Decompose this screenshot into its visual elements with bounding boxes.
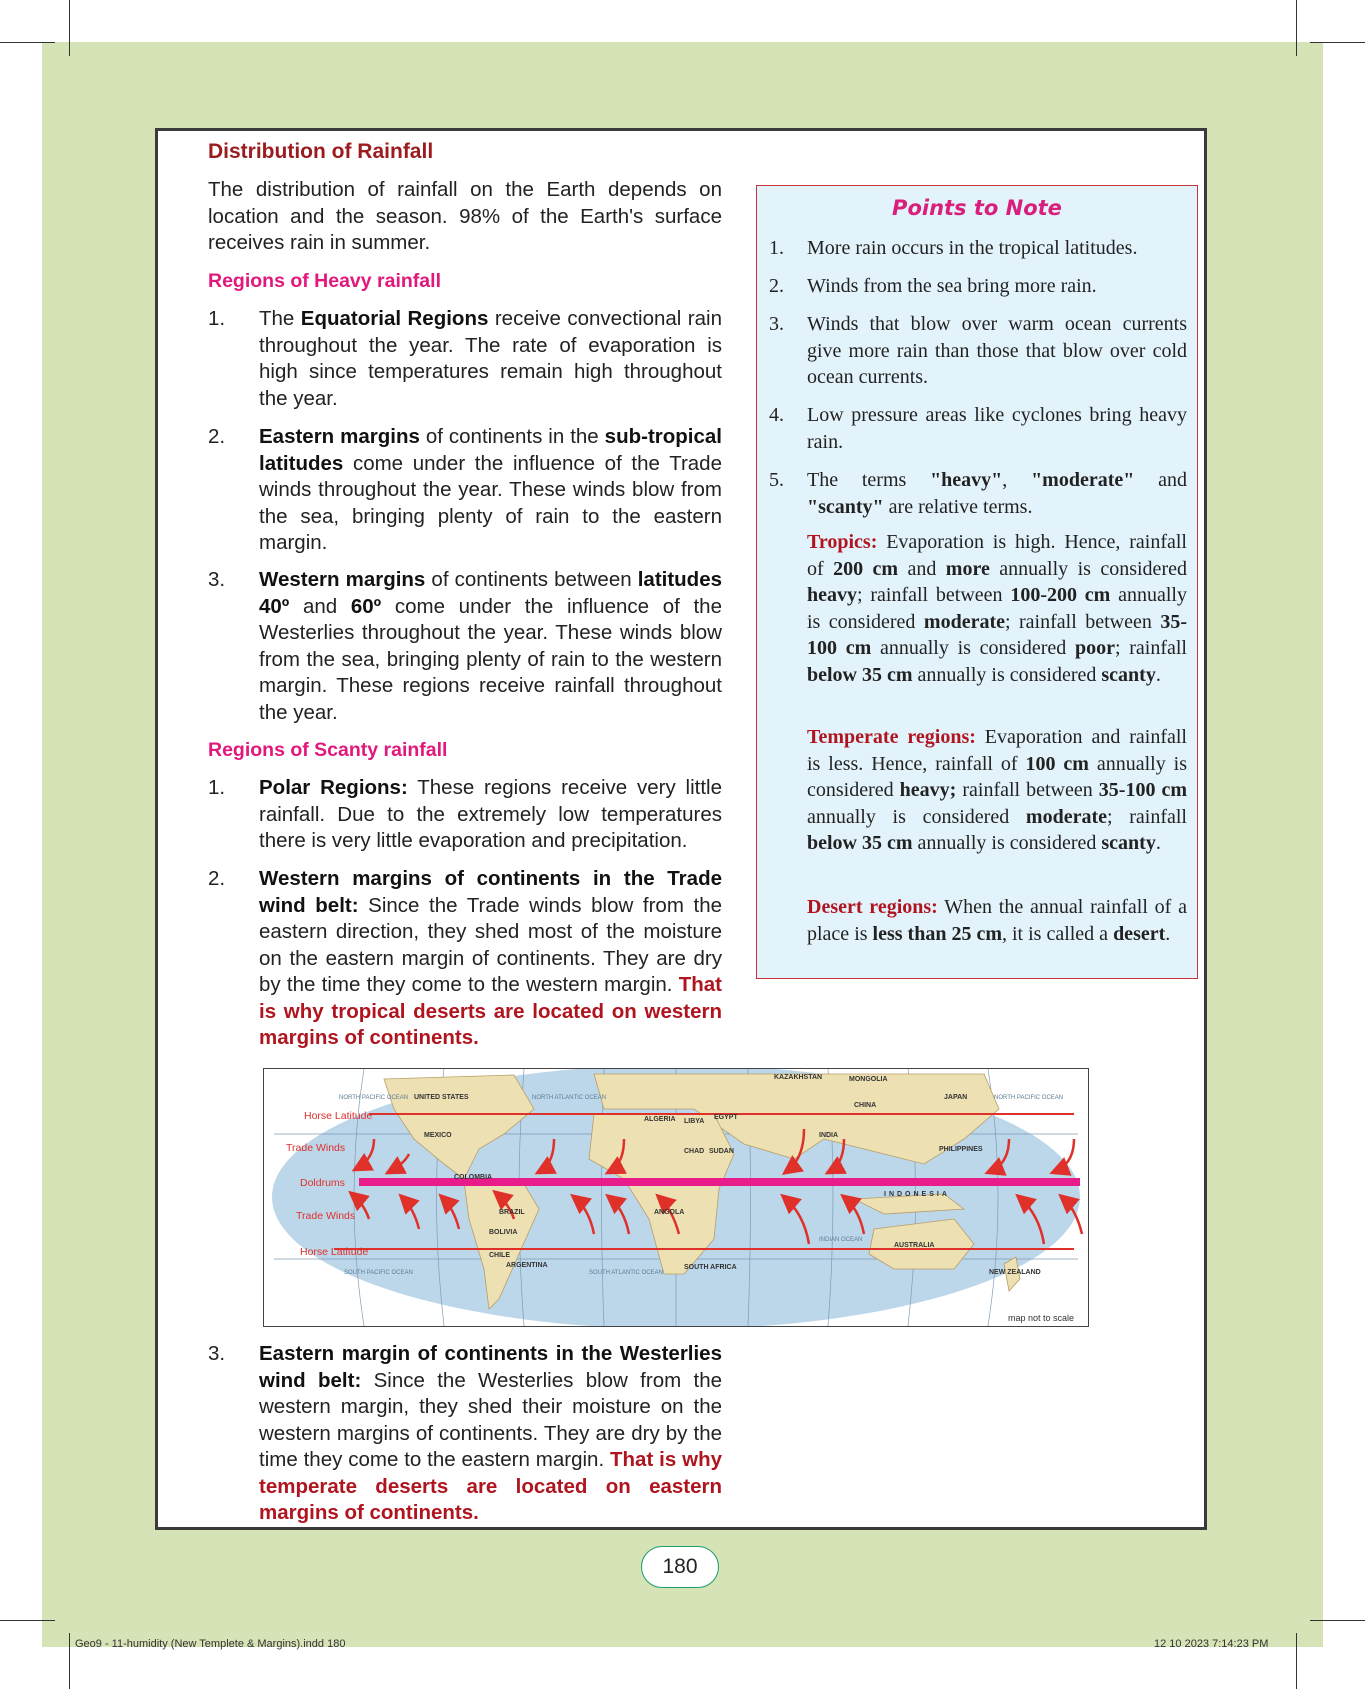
text: of continents between (425, 568, 638, 591)
bold-term: 35-100 cm (1098, 779, 1188, 801)
text: The terms (807, 469, 931, 491)
point-text: Winds from the sea bring more rain. (807, 275, 1097, 297)
map-place-label: SOUTH AFRICA (684, 1264, 737, 1271)
bold-term: Western margins of continents in the Trade wind belt: (259, 867, 722, 917)
point-text: Winds that blow over warm ocean currents give more rain than those that blow over cold ocean currents. (807, 313, 1187, 388)
map-ocean-label: NORTH PACIFIC OCEAN (339, 1095, 409, 1101)
crop-mark (69, 1633, 70, 1689)
crop-mark (1296, 0, 1297, 56)
item-number: 1. (208, 307, 226, 330)
bold-term: scanty (1101, 663, 1156, 686)
text: Since the Trade winds blow from the eastern direction, they shed most of the moisture on the eastern margin of continents. They are dry by the time they come to the western margin. (259, 893, 723, 996)
text: annually is considered (989, 557, 1187, 580)
point-text: Low pressure areas like cyclones bring heavy rain. (807, 404, 1187, 453)
note-point-4 (769, 402, 1187, 455)
note-point-3 (769, 311, 1187, 391)
point-number: 1. (769, 237, 784, 259)
text: , it is called a (1001, 922, 1114, 945)
map-place-label: INDONESIA (884, 1191, 950, 1198)
text: come under the influence of the Trade winds throughout the year. These winds blow from the sea, bringing plenty of rain to the eastern margin. (259, 451, 722, 554)
text: of continents in the (419, 425, 605, 448)
map-place-label: NEW ZEALAND (989, 1269, 1041, 1276)
map-belt-label: Trade Winds (286, 1142, 346, 1154)
text: and (289, 594, 351, 618)
text: Evaporation and rainfall is less. Hence, rainfall of (807, 726, 1187, 775)
map-place-label: MEXICO (424, 1132, 452, 1139)
bold-term: desert (1113, 922, 1166, 945)
bold-term: 200 cm (833, 557, 899, 580)
map-belt-label: Doldrums (300, 1177, 345, 1189)
file-slug: Geo9 - 11-humidity (New Templete & Margins).indd 180 (75, 1638, 346, 1650)
points-to-note-box (756, 185, 1198, 979)
map-caption: map not to scale (1008, 1313, 1075, 1323)
bold-term: heavy; (899, 779, 957, 801)
map-ocean-label: SOUTH ATLANTIC OCEAN (589, 1270, 663, 1276)
section-title: Distribution of Rainfall (208, 140, 434, 163)
text: annually is considered (912, 832, 1102, 854)
bold-term: sub-tropical latitudes (259, 425, 722, 475)
label: Tropics: (807, 531, 878, 553)
text: and (1134, 469, 1188, 491)
map-place-label: CHINA (854, 1102, 877, 1109)
text: Since the Westerlies blow from the western margin, they shed their moisture on the western margins of continents. They are dry by the time they come to the eastern margin. (259, 1368, 722, 1471)
text: These regions receive very little rainfall. Due to the extremely low temperatures there is very little evaporation and precipitation. (259, 776, 722, 852)
map-ocean-label: INDIAN OCEAN (819, 1237, 863, 1243)
bold-term: "moderate" (1031, 469, 1135, 491)
item-number: 2. (208, 425, 226, 448)
heavy-item-3 (208, 567, 722, 726)
text: The (259, 307, 301, 330)
bold-term: heavy (807, 584, 857, 606)
text: rainfall between (956, 779, 1099, 801)
scanty-item-3 (208, 1341, 722, 1527)
map-place-label: COLOMBIA (454, 1174, 493, 1181)
text: , (1002, 469, 1032, 491)
item-number: 1. (208, 776, 226, 799)
map-place-label: KAZAKHSTAN (774, 1074, 823, 1081)
tropics-paragraph (807, 529, 1187, 688)
label: Temperate regions: (807, 726, 976, 748)
text: annually is considered (912, 663, 1102, 686)
bold-term: moderate (1025, 805, 1107, 828)
bold-term: moderate (923, 610, 1005, 633)
map-place-label: BOLIVIA (489, 1229, 518, 1236)
bold-term: Western margins (259, 568, 426, 591)
bold-term: less than 25 cm (872, 922, 1002, 945)
point-number: 3. (769, 313, 784, 335)
crop-mark (0, 1620, 55, 1621)
crop-mark (0, 42, 55, 43)
intro-paragraph: The distribution of rainfall on the Earth depends on location and the season. 98% of the Earth's surface receives rain in summer. (208, 178, 722, 254)
text: . (1155, 832, 1161, 854)
item-number: 3. (208, 1342, 226, 1365)
bold-term: Equatorial Regions (300, 307, 489, 330)
bold-term: poor (1074, 637, 1115, 659)
text: ; rainfall (1107, 805, 1187, 828)
map-place-label: JAPAN (944, 1094, 968, 1101)
map-place-label: ALGERIA (644, 1116, 676, 1123)
map-place-label: INDIA (819, 1132, 839, 1139)
text: . (1165, 922, 1171, 945)
bold-term: Polar Regions: (259, 776, 408, 799)
map-place-label: PHILIPPINES (939, 1146, 983, 1153)
map-place-label: AUSTRALIA (894, 1242, 935, 1249)
text: ; rainfall (1114, 637, 1187, 659)
map-ocean-label: SOUTH PACIFIC OCEAN (344, 1270, 413, 1276)
note-point-5 (769, 467, 1187, 520)
bold-term: Eastern margins (259, 425, 420, 448)
bold-term: more (945, 557, 990, 580)
map-place-label: CHILE (489, 1252, 510, 1259)
text: . (1155, 663, 1161, 686)
point-text: More rain occurs in the tropical latitudes. (807, 237, 1138, 259)
point-number: 5. (769, 469, 784, 491)
page-number: 180 (641, 1546, 719, 1588)
bold-term: 100 cm (1025, 752, 1089, 775)
map-place-label: ANGOLA (654, 1209, 685, 1216)
text: annually is considered (807, 584, 1187, 633)
bold-term: 100-200 cm (1010, 584, 1111, 606)
map-place-label: CHAD (684, 1148, 705, 1155)
scanty-item-2 (208, 866, 722, 1052)
item-number: 3. (208, 568, 226, 591)
bold-term: below 35 cm (807, 832, 913, 854)
date-slug: 12 10 2023 7:14:23 PM (1154, 1638, 1269, 1650)
note-point-1 (769, 235, 1187, 262)
map-place-label: LIBYA (684, 1118, 705, 1125)
label: Desert regions: (807, 896, 938, 918)
map-place-label: ARGENTINA (506, 1262, 548, 1269)
scanty-item-1 (208, 775, 722, 855)
map-place-label: BRAZIL (499, 1209, 525, 1216)
note-point-2 (769, 273, 1187, 300)
bold-term: "scanty" (807, 495, 884, 518)
text: come under the influence of the Westerlies throughout the year. These winds blow from the sea, bringing plenty of rain to the western margin. These regions receive rainfall throughout the year. (259, 594, 722, 724)
crop-mark (1310, 1620, 1365, 1621)
text: annually is considered (807, 752, 1187, 801)
heavy-item-2 (208, 424, 722, 557)
note-title: Points to Note (892, 196, 1062, 220)
text: Evaporation is high. Hence, rainfall of (807, 531, 1187, 580)
scanty-rainfall-heading: Regions of Scanty rainfall (208, 739, 448, 761)
crop-mark (1296, 1633, 1297, 1689)
text: ; rainfall between (857, 584, 1011, 606)
item-number: 2. (208, 867, 226, 890)
crop-mark (1310, 42, 1365, 43)
point-number: 4. (769, 404, 784, 426)
temperate-paragraph (807, 724, 1187, 857)
text: ; rainfall between (1004, 610, 1161, 633)
bold-term: latitudes 40º (259, 568, 723, 618)
map-belt-label: Trade Winds (296, 1210, 356, 1222)
desert-paragraph (807, 894, 1187, 947)
bold-term: Eastern margin of continents in the Westerlies wind belt: (259, 1342, 722, 1392)
point-number: 2. (769, 275, 784, 297)
map-place-label: MONGOLIA (849, 1076, 888, 1083)
bold-term: 60º (350, 594, 382, 618)
heavy-rainfall-heading: Regions of Heavy rainfall (208, 270, 441, 292)
highlight-text: That is why temperate deserts are located on eastern margins of continents. (259, 1448, 722, 1524)
text: receive convectional rain throughout the year. The rate of evaporation is high since temperatures remain high throughout the year. (259, 307, 722, 410)
text: and (898, 557, 946, 580)
text: annually is considered (871, 637, 1075, 659)
map-place-label: SUDAN (709, 1148, 734, 1155)
map-ocean-label: NORTH PACIFIC OCEAN (994, 1095, 1064, 1101)
text: annually is considered (807, 805, 1026, 828)
bold-term: 35-100 cm (807, 610, 1187, 659)
text: When the annual rainfall of a place is (807, 896, 1187, 945)
crop-mark (69, 0, 70, 56)
map-place-label: EGYPT (714, 1114, 738, 1121)
map-ocean-label: NORTH ATLANTIC OCEAN (532, 1095, 607, 1101)
map-belt-label: Horse Latitude (304, 1110, 373, 1122)
bold-term: below 35 cm (807, 663, 913, 686)
bold-term: scanty (1101, 832, 1156, 854)
highlight-text: That is why tropical deserts are located on western margins of continents. (259, 973, 722, 1049)
map-belt-label: Horse Latitude (300, 1246, 369, 1258)
heavy-item-1 (208, 306, 722, 412)
map-place-label: UNITED STATES (414, 1094, 469, 1101)
bold-term: "heavy" (930, 469, 1003, 491)
world-wind-map (263, 1068, 1089, 1327)
text: are relative terms. (883, 495, 1033, 518)
